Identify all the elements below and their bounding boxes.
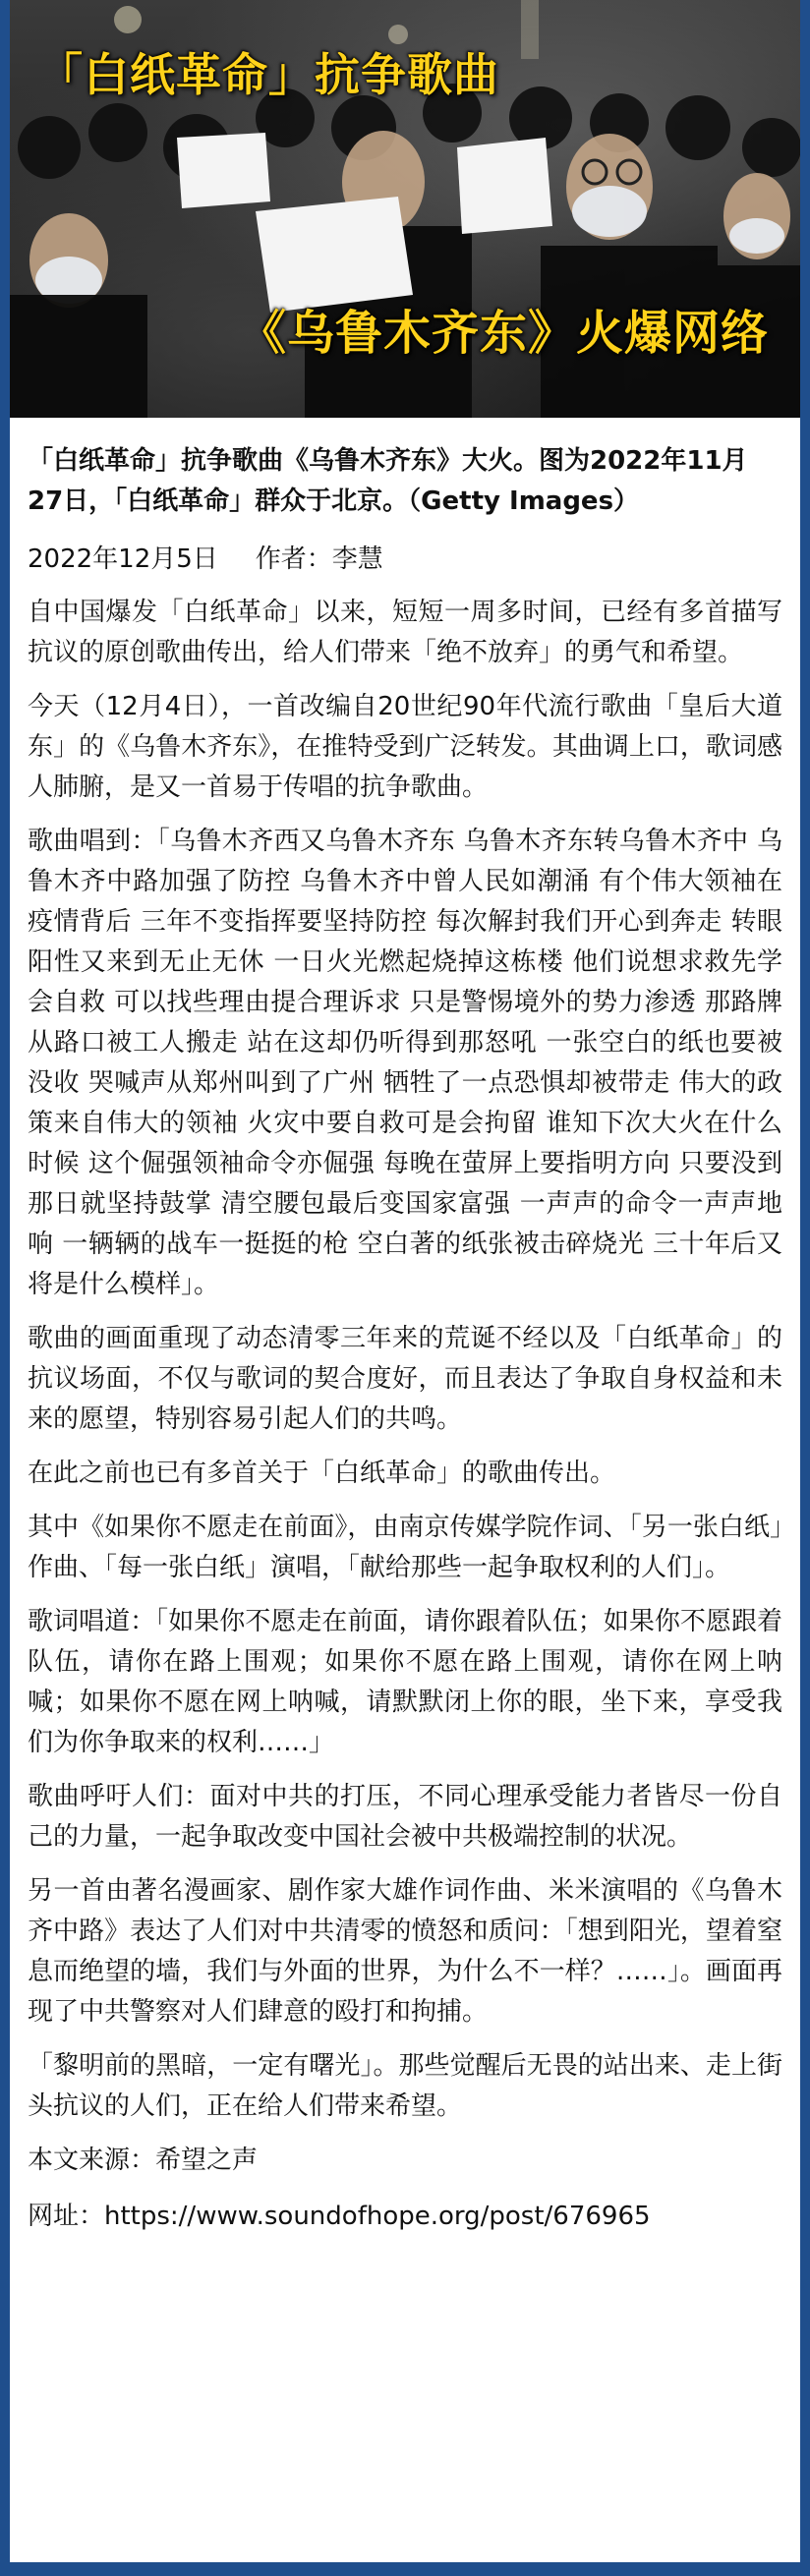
article-body <box>10 418 800 2237</box>
paragraph: 歌词唱道：「如果你不愿走在前面，请你跟着队伍；如果你不愿跟着队伍，请你在路上围观；如果你不愿在路上围观，请你在网上呐喊；如果你不愿在网上呐喊，请默默闭上你的眼，坐下来，享受我们为你争取来的权利……」 <box>28 1607 782 1757</box>
publish-date: 2022年12月5日 <box>28 544 218 574</box>
paragraph: 另一首由著名漫画家、剧作家大雄作词作曲、米米演唱的《乌鲁木齐中路》表达了人们对中共清零的愤怒和质问：「想到阳光，望着窒息而绝望的墙，我们与外面的世界，为什么不一样？……」。画面再现了中共警察对人们肆意的殴打和拘捕。 <box>28 1876 782 2027</box>
author: 作者：李慧 <box>255 544 383 574</box>
paragraph: 自中国爆发「白纸革命」以来，短短一周多时间，已经有多首描写抗议的原创歌曲传出，给人们带来「绝不放弃」的勇气和希望。 <box>28 598 782 667</box>
paragraph: 其中《如果你不愿走在前面》，由南京传媒学院作词、「另一张白纸」作曲、「每一张白纸」演唱，「献给那些一起争取权利的人们」。 <box>28 1513 782 1582</box>
article-url[interactable]: 网址：https://www.soundofhope.org/post/676965 <box>28 2202 651 2231</box>
bottom-border <box>10 2562 800 2576</box>
article-meta <box>28 540 782 579</box>
hero-image <box>10 0 800 418</box>
paragraph: 在此之前也已有多首关于「白纸革命」的歌曲传出。 <box>28 1459 616 1488</box>
paragraph: 歌曲唱到：「乌鲁木齐西又乌鲁木齐东 乌鲁木齐东转乌鲁木齐中 乌鲁木齐中路加强了防控 乌鲁木齐中曾人民如潮涌 有个伟大领袖在疫情背后 三年不变指挥要坚持防控 每次解封我们开心到奔走 转眼阳性又来到无止无休 一日火光燃起烧掉这栋楼 他们说想求救先学会自救 可以找些理由提合理诉求 只是警惕境外的势力渗透 那路牌从路口被工人搬走 站在这却仍听得到那怒吼 一张空白的纸也要被没收 哭喊声从郑州叫到了广州 牺牲了一点恐惧却被带走 伟大的政策来自伟大的领袖 火灾中要自救可是会拘留 谁知下次大火在什么时候 这个倔强领袖命令亦倔强 每晚在萤屏上要指明方向 只要没到那日就坚持鼓掌 清空腰包最后变国家富强 一声声的命令一声声地响 一辆辆的战车一挺挺的枪 空白著的纸张被击碎烧光 三十年后又将是什么模样」。 <box>28 827 782 1299</box>
paragraph: 今天（12月4日），一首改编自20世纪90年代流行歌曲「皇后大道东」的《乌鲁木齐东》，在推特受到广泛转发。其曲调上口，歌词感人肺腑，是又一首易于传唱的抗争歌曲。 <box>28 692 782 802</box>
article-source: 本文来源：希望之声 <box>28 2146 259 2175</box>
paragraph: 歌曲呼吁人们：面对中共的打压，不同心理承受能力者皆尽一份自己的力量，一起争取改变中国社会被中共极端控制的状况。 <box>28 1782 782 1852</box>
hero-title-top: 「白纸革命」抗争歌曲 <box>37 48 499 101</box>
image-caption: 「白纸革命」抗争歌曲《乌鲁木齐东》大火。图为2022年11月27日，「白纸革命」群众于北京。（Getty Images） <box>28 446 748 516</box>
paragraph: 「黎明前的黑暗，一定有曙光」。那些觉醒后无畏的站出来、走上街头抗议的人们，正在给人们带来希望。 <box>28 2051 782 2121</box>
article-frame <box>10 0 800 2576</box>
paragraph: 歌曲的画面重现了动态清零三年来的荒诞不经以及「白纸革命」的抗议场面，不仅与歌词的契合度好，而且表达了争取自身权益和未来的愿望，特别容易引起人们的共鸣。 <box>28 1324 782 1434</box>
hero-title-bottom: 《乌鲁木齐东》火爆网络 <box>238 306 769 361</box>
